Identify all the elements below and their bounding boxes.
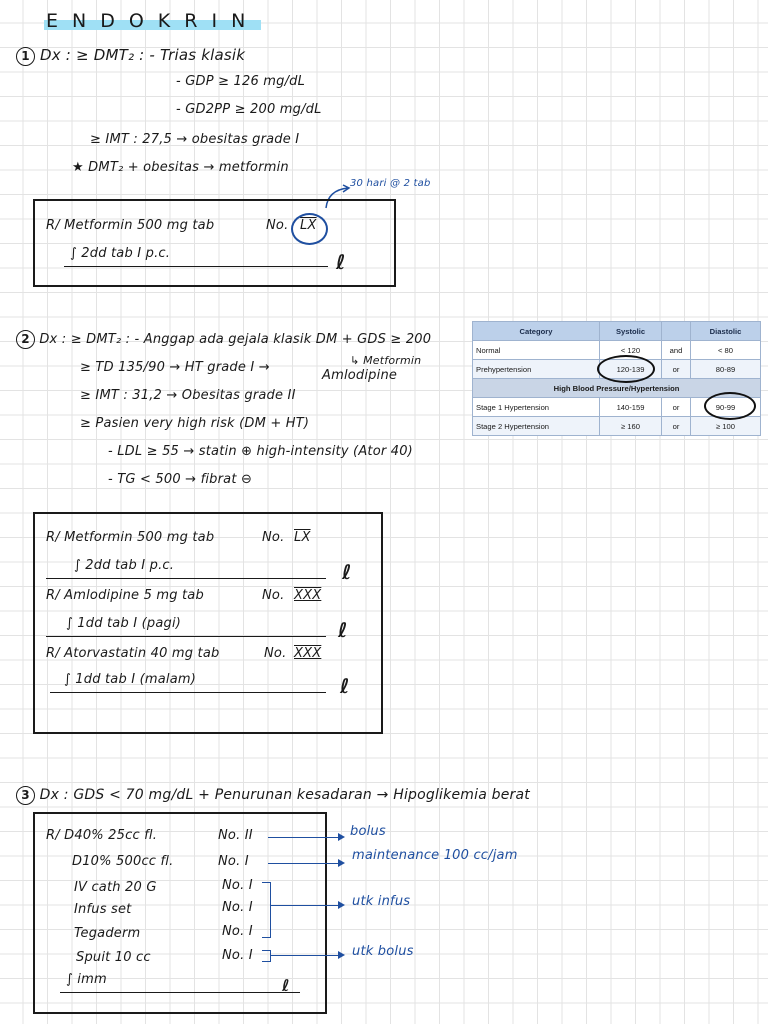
- table-subheader: High Blood Pressure/Hypertension: [473, 379, 761, 398]
- rx-item-qty: No. I: [222, 878, 253, 893]
- section3-dx: 3 Dx : GDS < 70 mg/dL + Penurunan kesadaran → Hipoglikemia berat: [16, 786, 530, 805]
- rx-qty: $\overline{LX}$: [300, 218, 317, 233]
- note-utk-bolus: utk bolus: [352, 944, 414, 959]
- signature-mark: ℓ: [342, 560, 352, 584]
- rx-no-label: No.: [266, 218, 289, 233]
- conclusion-line: ★ DMT₂ + obesitas → metformin: [72, 160, 289, 175]
- risk-line: ≥ Pasien very high risk (DM + HT): [80, 416, 310, 431]
- rx-sig: ∫ 1dd tab I (malam): [64, 672, 197, 687]
- rx-item-qty: No. I: [222, 924, 253, 939]
- arrow-line: [270, 955, 338, 956]
- bracket: [262, 950, 271, 962]
- col-header: [662, 322, 691, 341]
- rx-item: D10% 500cc fl.: [72, 854, 174, 869]
- rx-no-label: No.: [262, 530, 285, 545]
- highlight-ring: [704, 392, 756, 420]
- metformin-note: ↳ Metformin: [350, 354, 422, 367]
- arrow-line: [270, 905, 338, 906]
- rx-sig: ∫ 1dd tab I (pagi): [66, 616, 182, 631]
- section-number: 3: [16, 786, 35, 805]
- section-number: 1: [16, 47, 35, 66]
- rx-no-label: No.: [264, 646, 287, 661]
- rx-drug: R/ Metformin 500 mg tab: [46, 530, 215, 545]
- note-infus: utk infus: [352, 894, 411, 909]
- ldl-line: - LDL ≥ 55 → statin ⊕ high-intensity (Ator 40): [108, 444, 413, 459]
- signature-mark: ℓ: [340, 674, 350, 698]
- criteria-gd2pp: - GD2PP ≥ 200 mg/dL: [176, 102, 322, 117]
- table-row: Stage 1 Hypertension 140-159 or 90-99: [473, 398, 761, 417]
- signature-mark: ℓ: [282, 976, 290, 995]
- section2-dx: 2 Dx : ≥ DMT₂ : - Anggap ada gejala klasik DM + GDS ≥ 200: [16, 330, 431, 349]
- arrow-line: [268, 837, 338, 838]
- note-maintenance: maintenance 100 cc/jam: [352, 848, 518, 863]
- table-row: Stage 2 Hypertension ≥ 160 or ≥ 100: [473, 417, 761, 436]
- imt-line: ≥ IMT : 27,5 → obesitas grade I: [90, 132, 300, 147]
- imt-line-2: ≥ IMT : 31,2 → Obesitas grade II: [80, 388, 296, 403]
- rx-underline: [46, 636, 326, 637]
- rx-qty: $\overline{LX}$: [294, 530, 311, 545]
- rx-no-label: No.: [262, 588, 285, 603]
- rx-drug: R/ Atorvastatin 40 mg tab: [46, 646, 220, 661]
- rx-underline: [64, 266, 328, 267]
- highlight-ring: [597, 355, 655, 383]
- rx-sig: ∫ 2dd tab I p.c.: [70, 246, 171, 261]
- section1-dx: 1 Dx : ≥ DMT₂ : - Trias klasik: [16, 46, 245, 66]
- rx-item-qty: No. II: [218, 828, 253, 843]
- col-header: Diastolic: [691, 322, 761, 341]
- rx-item: Tegaderm: [74, 926, 141, 941]
- rx-item: IV cath 20 G: [74, 880, 157, 895]
- arrow-right-icon: [338, 901, 345, 909]
- rx-underline: [60, 992, 300, 993]
- signature-mark: ℓ: [338, 618, 348, 642]
- col-header: Systolic: [600, 322, 662, 341]
- rx-item: Infus set: [74, 902, 132, 917]
- bracket: [262, 882, 271, 938]
- rx-sig: ∫ imm: [66, 972, 107, 987]
- rx-qty: XXX: [294, 588, 322, 603]
- rx-item-qty: No. I: [222, 948, 253, 963]
- tg-line: - TG < 500 → fibrat ⊖: [108, 472, 253, 487]
- note-bolus: bolus: [350, 824, 386, 839]
- dosage-note: 30 hari @ 2 tab: [350, 178, 431, 189]
- signature-mark: ℓ: [336, 250, 346, 274]
- rx-item: R/ D40% 25cc fl.: [46, 828, 158, 843]
- rx-drug: R/ Amlodipine 5 mg tab: [46, 588, 204, 603]
- qty-circle: [291, 213, 328, 245]
- rx-sig: ∫ 2dd tab I p.c.: [74, 558, 175, 573]
- td-line: ≥ TD 135/90 → HT grade I →: [80, 360, 270, 375]
- page-title: ENDOKRIN: [46, 10, 260, 32]
- rx-qty: XXX: [294, 646, 322, 661]
- criteria-gdp: - GDP ≥ 126 mg/dL: [176, 74, 306, 89]
- rx-item-qty: No. I: [218, 854, 249, 869]
- col-header: Category: [473, 322, 600, 341]
- arrow-right-icon: [338, 859, 345, 867]
- arrow-right-icon: [338, 951, 345, 959]
- rx-underline: [50, 692, 326, 693]
- rx-item: Spuit 10 cc: [76, 950, 151, 965]
- arrow-line: [268, 863, 338, 864]
- arrow-right-icon: [338, 833, 345, 841]
- rx-drug: R/ Metformin 500 mg tab: [46, 218, 215, 233]
- rx-underline: [46, 578, 326, 579]
- table-row: Prehypertension 120-139 or 80-89: [473, 360, 761, 379]
- rx-item-qty: No. I: [222, 900, 253, 915]
- section-number: 2: [16, 330, 35, 349]
- table-row: Normal < 120 and < 80: [473, 341, 761, 360]
- amlodipine-note: Amlodipine: [322, 368, 398, 383]
